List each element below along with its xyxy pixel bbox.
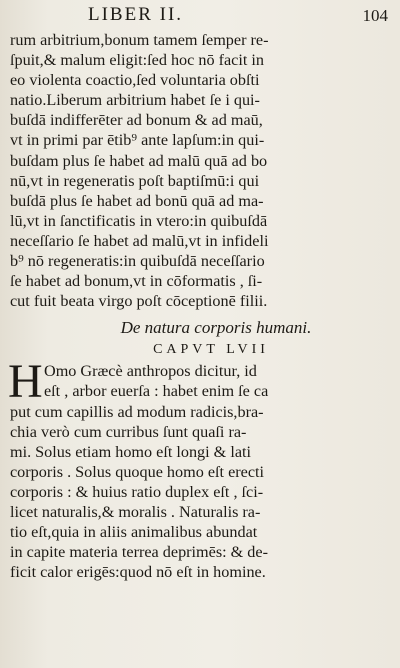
bottom-margin <box>0 600 400 668</box>
text-line: corporis : & huius ratio duplex eſt , ſci- <box>10 482 264 501</box>
text-line: Omo Græcè anthropos dicitur, id <box>44 362 257 381</box>
text-line: eo violenta coactio,ſed voluntaria obſti <box>10 71 260 90</box>
text-line: nū,vt in regeneratis poſt baptiſmū:i qui <box>10 171 260 190</box>
text-line: lū,vt in ſanctificatis in vtero:in quibuſdā <box>10 211 268 230</box>
text-line: buſdam plus ſe habet ad malū quā ad bo <box>10 151 268 170</box>
text-line: tio eſt,quia in aliis animalibus abundat <box>10 523 258 542</box>
paragraph-chapter <box>8 355 382 582</box>
text-line: rum arbitrium,bonum tamem ſemper re- <box>10 31 269 49</box>
page-header <box>0 4 400 30</box>
page-number: 104 <box>362 6 388 25</box>
text-line: chia verò cum curribus ſunt quaſi ra- <box>10 422 247 441</box>
text-line: eſt , arbor euerſa : habet enim ſe ca <box>44 382 269 401</box>
text-line: ficit calor erigēs:quod nō eſt in homine. <box>10 563 266 582</box>
chapter-number: CAPVT LVII <box>153 342 269 358</box>
text-line: mi. Solus etiam homo eſt longi & lati <box>10 442 252 461</box>
text-line: b⁹ nō regeneratis:in quibuſdā neceſſario <box>10 252 265 271</box>
text-line: ſpuit,& malum eligit:ſed hoc nō facit in <box>10 51 265 70</box>
text-line: corporis . Solus quoque homo eſt erecti <box>10 462 265 481</box>
paragraph-top <box>10 30 382 311</box>
text-line: ſe habet ad bonum,vt in cōformatis , ſi- <box>10 272 263 291</box>
drop-initial: H <box>8 355 43 409</box>
body-text <box>10 30 382 582</box>
chapter-heading: De natura corporis humani. <box>120 318 312 338</box>
text-line: put cum capillis ad modum radicis,bra- <box>10 402 264 421</box>
text-line: buſdā plus ſe habet ad bonū quā ad ma- <box>10 191 264 210</box>
text-line: buſdā indifferēter ad bonum & ad maū, <box>10 111 263 130</box>
text-line: neceſſario ſe habet ad malū,vt in infideli <box>10 231 269 250</box>
text-line: cut fuit beata virgo poſt cōceptionē filii. <box>10 292 268 311</box>
text-line: natio.Liberum arbitrium habet ſe i qui- <box>10 91 260 110</box>
text-line: vt in primi par ētib⁹ ante lapſum:in qui- <box>10 131 265 150</box>
running-title: LIBER II. <box>88 4 184 25</box>
text-line: in capite materia terrea deprimēs: & de- <box>10 543 268 562</box>
text-line: licet naturalis,& moralis . Naturalis ra- <box>10 502 261 521</box>
